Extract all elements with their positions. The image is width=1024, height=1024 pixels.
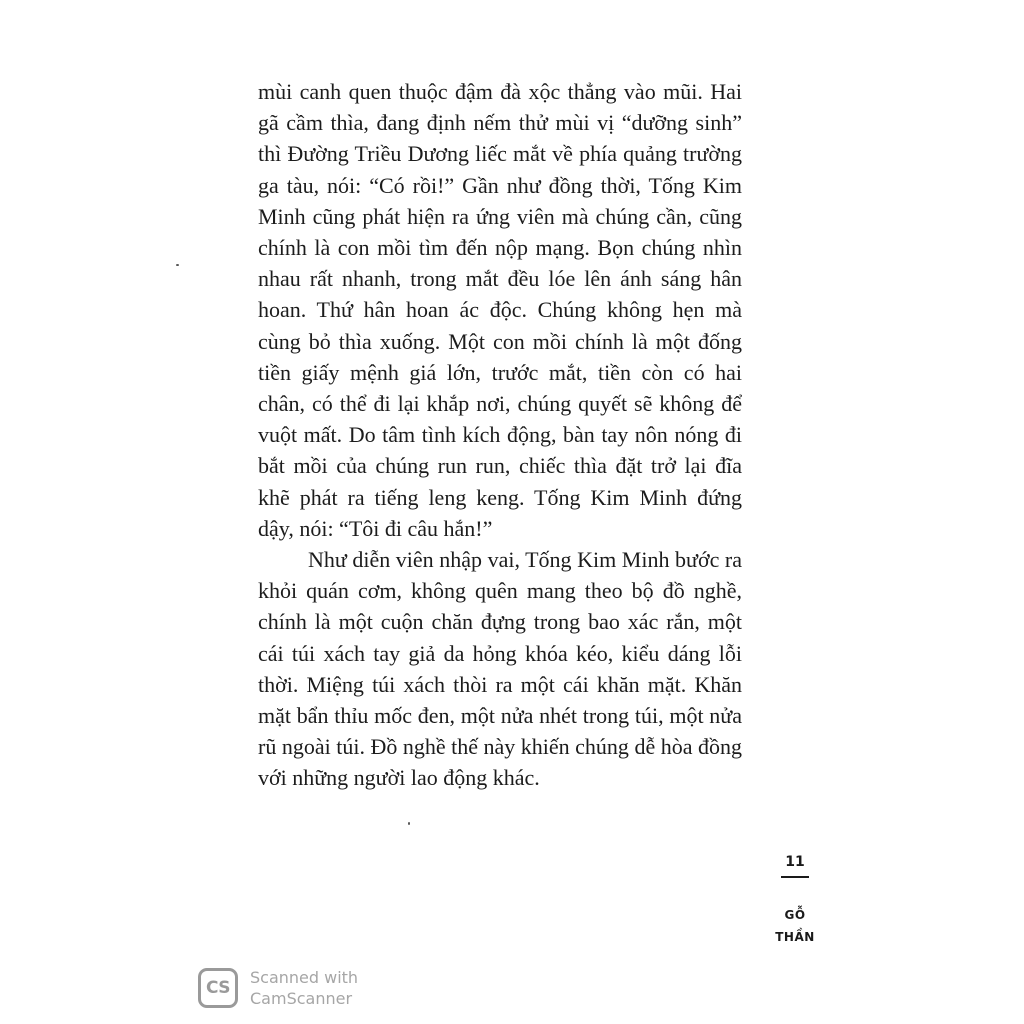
camscanner-logo-icon: CS [198,968,238,1008]
body-text [258,76,742,794]
scanner-watermark [198,966,358,1010]
paragraph-1: mùi canh quen thuộc đậm đà xộc thẳng vào mũi. Hai gã cầm thìa, đang định nếm thử mùi vị “dưỡng sinh” thì Đường Triều Dương liếc mắt về phía quảng trường ga tàu, nói: “Có rồi!” Gần như đồng thời, Tống Kim Minh cũng phát hiện ra ứng viên mà chúng cần, cũng chính là con mồi tìm đến nộp mạng. Bọn chúng nhìn nhau rất nhanh, trong mắt đều lóe lên ánh sáng hân hoan. Thứ hân hoan ác độc. Chúng không hẹn mà cùng bỏ thìa xuống. Một con mồi chính là một đống tiền giấy mệnh giá lớn, trước mắt, tiền còn có hai chân, có thể đi lại khắp nơi, chúng quyết sẽ không để vuột mất. Do tâm tình kích động, bàn tay nôn nóng đi bắt mồi của chúng run run, chiếc thìa đặt trở lại đĩa khẽ phát ra tiếng leng keng. Tống Kim Minh đứng dậy, nói: “Tôi đi câu hắn!” [258,79,742,541]
page-number-rule [781,876,809,878]
running-title-line-1: GỖ [784,908,806,922]
running-title-line-2: THẦN [775,930,815,944]
paragraph-2: Như diễn viên nhập vai, Tống Kim Minh bước ra khỏi quán cơm, không quên mang theo bộ đồ nghề, chính là một cuộn chăn đựng trong bao xác rắn, một cái túi xách tay giả da hỏng khóa kéo, kiểu dáng lỗi thời. Miệng túi xách thòi ra một cái khăn mặt. Khăn mặt bẩn thỉu mốc đen, một nửa nhét trong túi, một nửa rũ ngoài túi. Đồ nghề thế này khiến chúng dễ hòa đồng với những người lao động khác. [258,547,742,791]
running-title [770,904,820,948]
scan-speck [408,822,410,825]
scan-speck [176,264,179,266]
watermark-line-2: CamScanner [250,989,353,1008]
page-number: 11 [785,854,805,870]
watermark-line-1: Scanned with [250,968,359,987]
watermark-text [250,967,358,1009]
